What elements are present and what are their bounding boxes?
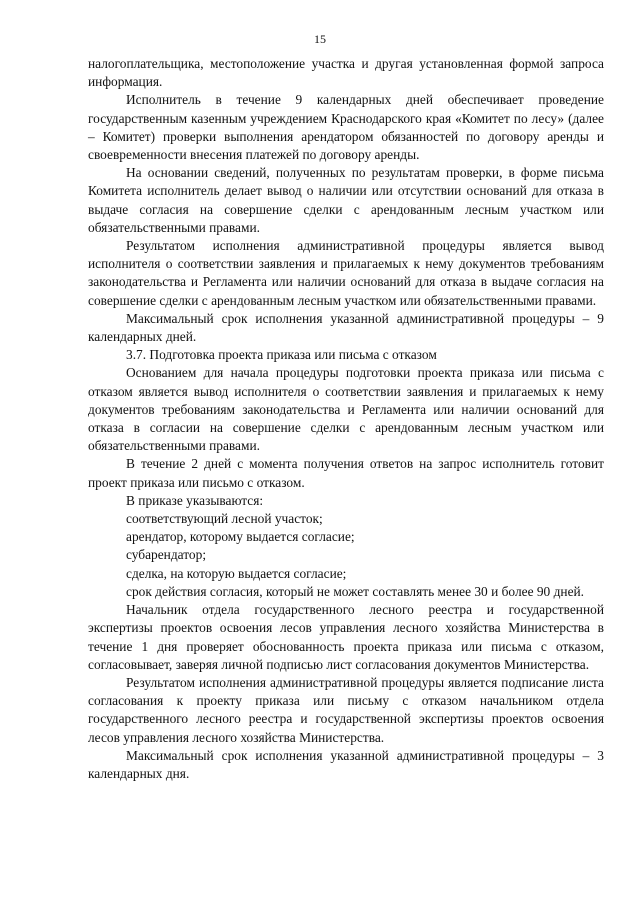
paragraph: Результатом исполнения административной процедуры является вывод исполнителя о соответствии заявления и прилагаемых к нему документов требованиям законодательства и Регламента или наличии оснований для отказа в выдаче согласия на совершение сделки с арендованным лесным участком или обязательственными правами. bbox=[88, 238, 604, 308]
section-heading: 3.7. Подготовка проекта приказа или письма с отказом bbox=[126, 347, 437, 363]
list-item: субарендатор; bbox=[126, 547, 207, 563]
paragraph: Исполнитель в течение 9 календарных дней обеспечивает проведение государственным казенным учреждением Краснодарского края «Комитет по лесу» (далее – Комитет) проверки выполнения арендатором обязанностей по договору аренды и своевременности внесения платежей по договору аренды. bbox=[88, 92, 604, 163]
paragraph: Начальник отдела государственного лесного реестра и государственной экспертизы проектов освоения лесов управления лесного хозяйства Министерства в течение 1 дня проверяет обоснованность проекта приказа или письма с отказом, согласовывает, заверяя личной подписью лист согласования документов Министерства. bbox=[88, 602, 604, 672]
paragraph: На основании сведений, полученных по результатам проверки, в форме письма Комитета исполнитель делает вывод о наличии или отсутствии оснований для отказа в выдаче согласия на совершение сделки с арендованным лесным участком или обязательственными правами. bbox=[88, 165, 604, 235]
paragraph: В течение 2 дней с момента получения ответов на запрос исполнитель готовит проект приказа или письмо с отказом. bbox=[88, 456, 604, 490]
paragraph: налогоплательщика, местоположение участка и другая установленная формой запроса информация. bbox=[88, 56, 604, 90]
paragraph: Максимальный срок исполнения указанной административной процедуры – 3 календарных дня. bbox=[88, 747, 604, 781]
list-item: срок действия согласия, который не может составлять менее 30 и более 90 дней. bbox=[126, 583, 585, 599]
list-item: соответствующий лесной участок; bbox=[126, 511, 323, 527]
paragraph: Результатом исполнения административной процедуры является подписание листа согласования к проекту приказа или письму с отказом начальником отдела государственного лесного реестра и государственной экспертизы проектов освоения лесов управления лесного хозяйства Министерства. bbox=[88, 674, 604, 745]
list-item: арендатор, которому выдается согласие; bbox=[126, 529, 355, 545]
paragraph: Максимальный срок исполнения указанной административной процедуры – 9 календарных дней. bbox=[88, 310, 604, 345]
list-intro: В приказе указываются: bbox=[126, 492, 264, 508]
paragraph: Основанием для начала процедуры подготовки проекта приказа или письма с отказом является вывод исполнителя о соответствии заявления и прилагаемых к нему документов требованиям законодательства и Регламента или наличии оснований для отказа в согласии на совершение сделки с арендованным лесным участком или обязательственными правами. bbox=[88, 365, 604, 454]
document-body bbox=[88, 55, 604, 783]
list-item: сделка, на которую выдается согласие; bbox=[126, 565, 347, 581]
page-number: 15 bbox=[314, 32, 326, 46]
